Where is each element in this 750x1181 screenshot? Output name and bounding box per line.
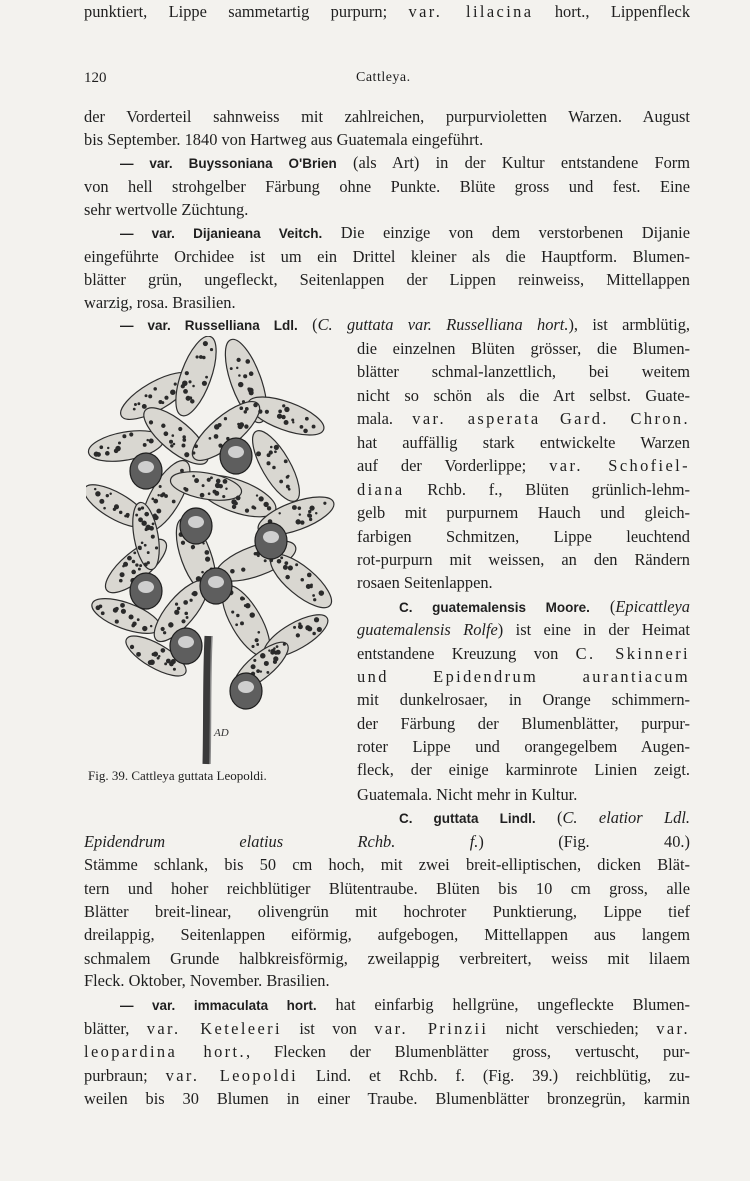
text-run: Epidendrum elatius Rchb. f.: [84, 832, 479, 851]
text-run: ) ist eine in der Heimat: [497, 620, 690, 639]
text-run: Blätter breit-linear, olivengrün mit hochroter Punktierung, Lippe tief: [84, 902, 690, 921]
orchid-illustration: [86, 336, 348, 766]
text-line: [357, 360, 690, 384]
illustration-stem: [206, 636, 208, 764]
text-run: (als Art) in der Kultur entstandene Form: [336, 153, 690, 172]
text-line: [84, 969, 690, 993]
text-run: var. Keteleeri: [146, 1019, 282, 1038]
text-run: Fleck. Oktober, November. Brasilien.: [84, 971, 330, 990]
text-run: hat einfarbig hellgrüne, ungefleckte Blumen-: [316, 995, 690, 1014]
text-run: warzig, rosa. Brasilien.: [84, 293, 236, 312]
text-run: Gard. Chron.: [559, 409, 690, 428]
text-run: dreilappig, Seitenlappen eiförmig, aufgebogen, Mittellappen aus langem: [84, 925, 690, 944]
text-run: Guatemala. Nicht mehr in Kultur.: [357, 785, 578, 804]
text-run: gelb mit purpurnem Hauch und gleich-: [357, 503, 690, 522]
text-run: purbraun;: [84, 1066, 166, 1085]
text-run: leopardina hort.: [84, 1042, 246, 1061]
text-line: [357, 337, 690, 361]
text-line: [120, 313, 690, 338]
text-run: mala.: [357, 409, 413, 428]
text-line: [120, 993, 690, 1018]
text-line: [357, 454, 690, 478]
text-run: weilen bis 30 Blumen in einer Traube. Blumenblätter bronzegrün, karmin: [84, 1089, 690, 1108]
text-run: Epicattleya: [615, 597, 690, 616]
running-title: Cattleya.: [356, 70, 411, 85]
text-line: [120, 151, 690, 176]
text-line: [399, 806, 690, 831]
text-line: [357, 478, 690, 502]
text-run: (: [297, 315, 318, 334]
text-run: var.: [656, 1019, 690, 1038]
text-run: farbigen Schmitzen, Lippe leuchtend: [357, 527, 690, 546]
text-line: [84, 128, 690, 152]
figure-caption: Fig. 39. Cattleya guttata Leopoldi.: [88, 768, 267, 783]
text-line: [399, 595, 690, 620]
text-run: Rchb. f., Blüten grünlich-lehm-: [404, 480, 690, 499]
text-line: [84, 830, 690, 854]
text-run: blätter grün, ungefleckt, Seitenlappen der Lippen reinweiss, Mittellappen: [84, 270, 690, 289]
text-run: , Flecken der Blumenblätter gross, vertuscht, pur-: [246, 1042, 690, 1061]
text-run: var. lilacina: [408, 2, 534, 21]
text-run: mit dunkelrosaer, in Orange schimmern-: [357, 690, 690, 709]
text-run: ) (Fig. 40.): [478, 832, 690, 851]
text-run: — var. Dijanieana Veitch.: [120, 226, 323, 241]
text-run: der Vorderteil sahnweiss mit zahlreichen, purpurvioletten Warzen. August: [84, 107, 690, 126]
text-line: [357, 407, 690, 431]
text-run: roter Lippe und orangegelbem Augen-: [357, 737, 690, 756]
text-line: [84, 853, 690, 877]
text-line: [120, 221, 690, 246]
text-line: [84, 245, 690, 269]
text-run: rot-purpurn mit weissen, an den Rändern: [357, 550, 690, 569]
text-run: var. Leopoldi: [165, 1066, 299, 1085]
text-line: [357, 548, 690, 572]
text-line: [357, 688, 690, 712]
text-line: [357, 642, 690, 666]
text-run: C. guatemalensis Moore.: [399, 600, 590, 615]
text-run: C. guttata var. Russelliana hort.: [317, 315, 569, 334]
text-line: [84, 175, 690, 199]
text-run: blätter schmal-lanzettlich, bei weitem: [357, 362, 690, 381]
text-run: C. Skinneri: [575, 644, 690, 663]
text-line: [357, 571, 690, 595]
text-run: ist von: [281, 1019, 375, 1038]
text-run: — var. Russelliana Ldl.: [120, 318, 298, 333]
text-line: [357, 783, 690, 807]
text-run: nicht so schön als die Art selbst. Guate-: [357, 386, 690, 405]
text-run: auf der Vorderlippe;: [357, 456, 550, 475]
text-run: nicht verschieden;: [488, 1019, 657, 1038]
text-run: fleck, der einige karminrote Linien zeigt.: [357, 760, 690, 779]
text-line: [84, 1017, 690, 1041]
text-line: [357, 618, 690, 642]
text-run: punktiert, Lippe sammetartig purpurn;: [84, 2, 409, 21]
text-line: [357, 758, 690, 782]
text-line: [84, 0, 690, 24]
text-run: C. elatior Ldl.: [562, 808, 690, 827]
text-line: [84, 923, 690, 947]
text-line: [357, 501, 690, 525]
text-run: Stämme schlank, bis 50 cm hoch, mit zwei breit-elliptischen, dicken Blät-: [84, 855, 690, 874]
text-line: [357, 525, 690, 549]
text-run: Die einzige von dem verstorbenen Dijanie: [322, 223, 690, 242]
text-run: hat auffällig stark entwickelte Warzen: [357, 433, 690, 452]
text-run: schmalem Grunde halbkreisförmig, zweilappig verbreitert, weiss mit lilaem: [84, 949, 690, 968]
text-run: entstandene Kreuzung von: [357, 644, 576, 663]
text-run: rosaen Seitenlappen.: [357, 573, 493, 592]
text-run: ), ist armblütig,: [568, 315, 690, 334]
text-line: [84, 268, 690, 292]
illustration-petals: [86, 336, 339, 697]
text-line: [84, 1064, 690, 1088]
text-run: der Färbung der Blumenblätter, purpur-: [357, 714, 690, 733]
text-line: [84, 1087, 690, 1111]
text-line: [84, 198, 690, 222]
text-run: var. asperata: [412, 409, 541, 428]
text-line: [357, 712, 690, 736]
text-line: [357, 431, 690, 455]
text-run: tern und hoher reichblütiger Blütentraube. Blüten bis 10 cm gross, alle: [84, 879, 690, 898]
text-run: Lind. et Rchb. f. (Fig. 39.) reichblütig, zu-: [298, 1066, 690, 1085]
text-run: diana: [357, 480, 405, 499]
illustration-monogram: AD: [214, 727, 229, 739]
text-run: sehr wertvolle Züchtung.: [84, 200, 249, 219]
page-number: 120: [84, 70, 107, 86]
text-run: eingeführte Orchidee ist um ein Drittel kleiner als die Hauptform. Blumen-: [84, 247, 690, 266]
text-run: (: [589, 597, 616, 616]
text-run: blätter,: [84, 1019, 147, 1038]
text-run: hort., Lippenfleck: [533, 2, 690, 21]
text-run: var. Schofiel-: [549, 456, 690, 475]
text-line: [84, 947, 690, 971]
text-line: [84, 900, 690, 924]
text-run: — var. immaculata hort.: [120, 998, 317, 1013]
text-line: [84, 291, 690, 315]
text-run: die einzelnen Blüten grösser, die Blumen-: [357, 339, 690, 358]
text-line: [357, 384, 690, 408]
text-run: guatemalensis Rolfe: [357, 620, 498, 639]
text-run: bis September. 1840 von Hartweg aus Guatemala eingeführt.: [84, 130, 484, 149]
page-header: [84, 70, 689, 92]
text-line: [84, 105, 690, 129]
text-run: von hell strohgelber Färbung ohne Punkte. Blüte gross und fest. Eine: [84, 177, 690, 196]
text-run: — var. Buyssoniana O'Brien: [120, 156, 337, 171]
text-run: [541, 409, 560, 428]
text-run: var. Prinzii: [374, 1019, 489, 1038]
text-run: (: [535, 808, 563, 827]
text-line: [84, 877, 690, 901]
text-line: [84, 1040, 690, 1064]
text-run: und Epidendrum aurantiacum: [357, 667, 690, 686]
text-line: [357, 735, 690, 759]
text-run: C. guttata Lindl.: [399, 811, 536, 826]
text-line: [357, 665, 690, 689]
